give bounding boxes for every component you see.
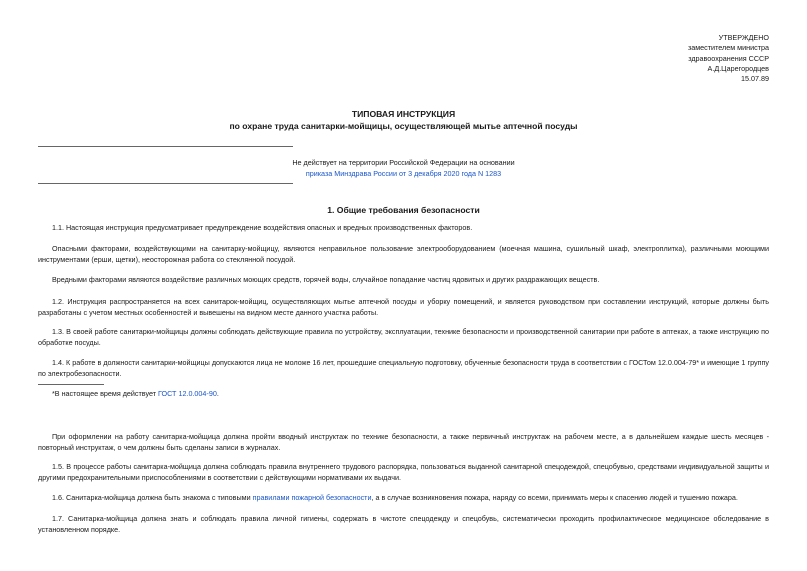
paragraph-briefing: При оформлении на работу санитарка-мойщица должна пройти вводный инструктаж по технике безопасности, а также первичный инструктаж на рабочем месте, а в дальнейшем каждые шесть месяцев - повторный инструктаж, о чем должны быть сделаны записи в журналах.	[38, 432, 769, 452]
status-notice	[38, 158, 769, 179]
section-heading: 1. Общие требования безопасности	[327, 205, 480, 215]
footnote	[52, 389, 219, 398]
paragraph-1-3: 1.3. В своей работе санитарки-мойщицы должны соблюдать действующие правила по устройству, эксплуатации, технике безопасности и производственной санитарии при работе в аптеках, а также инструкцию по обработке посуды.	[38, 327, 769, 347]
notice-order-link[interactable]: приказа Минздрава России от 3 декабря 2020 года N 1283	[305, 168, 502, 178]
paragraph-1-4: 1.4. К работе в должности санитарки-мойщицы допускаются лица не моложе 16 лет, прошедшие специальную подготовку, обученные безопасности труда в соответствии с ГОСТом 12.0.004-79* и имеющие 1 группу по электробезопасности.	[38, 358, 769, 378]
paragraph-hazards: Опасными факторами, воздействующими на санитарку-мойщицу, являются неправильное пользование электрооборудованием (моечная машина, сушильный шкаф, электроплитка), различными моющими инструментами (ерши, щетки), неосторожная работа со стеклянной посудой.	[38, 244, 769, 264]
notice-top-divider	[38, 146, 293, 147]
approval-date: 15.07.89	[741, 74, 769, 84]
footnote-divider	[38, 384, 104, 385]
footnote-end: .	[216, 389, 219, 398]
notice-text: Не действует на территории Российской Федерации на основании	[292, 158, 515, 167]
approval-block	[688, 33, 769, 84]
approval-signatory: А.Д.Царегородцев	[707, 63, 769, 73]
paragraph-1-2: 1.2. Инструкция распространяется на всех санитарок-мойщиц, осуществляющих мытье аптечной посуды и уборку помещений, и является руководством при составлении инструкций, которые должны быть разработаны с учетом местных особенностей и вывешены на видном месте данного участка работы.	[38, 297, 769, 317]
approval-ministry: здравоохранения СССР	[688, 53, 769, 63]
approval-position: заместителем министра	[687, 43, 769, 53]
document-title	[38, 108, 769, 132]
title-line-2: по охране труда санитарки-мойщицы, осуществляющей мытье аптечной посуды	[229, 121, 578, 131]
paragraph-1-7: 1.7. Санитарка-мойщица должна знать и соблюдать правила личной гигиены, содержать в чистоте спецодежду и спецобувь, систематически проходить профилактическое медицинское обследование в установленном порядке.	[38, 514, 769, 534]
paragraph-1-5: 1.5. В процессе работы санитарка-мойщица должна соблюдать правила внутреннего трудового распорядка, пользоваться выданной санитарной спецодеждой, спецобувью, средствами индивидуальной защиты и другими предохранительными приспособлениями в соответствии с действующими нормативами их выдачи.	[38, 462, 769, 482]
footnote-gost-link[interactable]: ГОСТ 12.0.004-90	[158, 389, 217, 398]
paragraph-harmful-factors: Вредными факторами являются воздействие различных моющих средств, горячей воды, случайное попадание частиц ядовитых и других раздражающих веществ.	[52, 275, 600, 284]
approval-stamp: УТВЕРЖДЕНО	[718, 33, 769, 42]
footnote-text: *В настоящее время действует	[52, 389, 159, 398]
paragraph-1-6-end: , а в случае возникновения пожара, наряду со всеми, принимать меры к спасению людей и тушению пожара.	[371, 493, 738, 502]
paragraph-1-6	[38, 492, 769, 503]
paragraph-1-1: 1.1. Настоящая инструкция предусматривает предупреждение воздействия опасных и вредных производственных факторов.	[52, 223, 473, 232]
notice-bottom-divider	[38, 183, 293, 184]
title-line-1: ТИПОВАЯ ИНСТРУКЦИЯ	[351, 109, 456, 119]
paragraph-1-6-start: 1.6. Санитарка-мойщица должна быть знакома с типовыми	[52, 493, 253, 502]
fire-safety-rules-link[interactable]: правилами пожарной безопасности	[252, 493, 372, 502]
